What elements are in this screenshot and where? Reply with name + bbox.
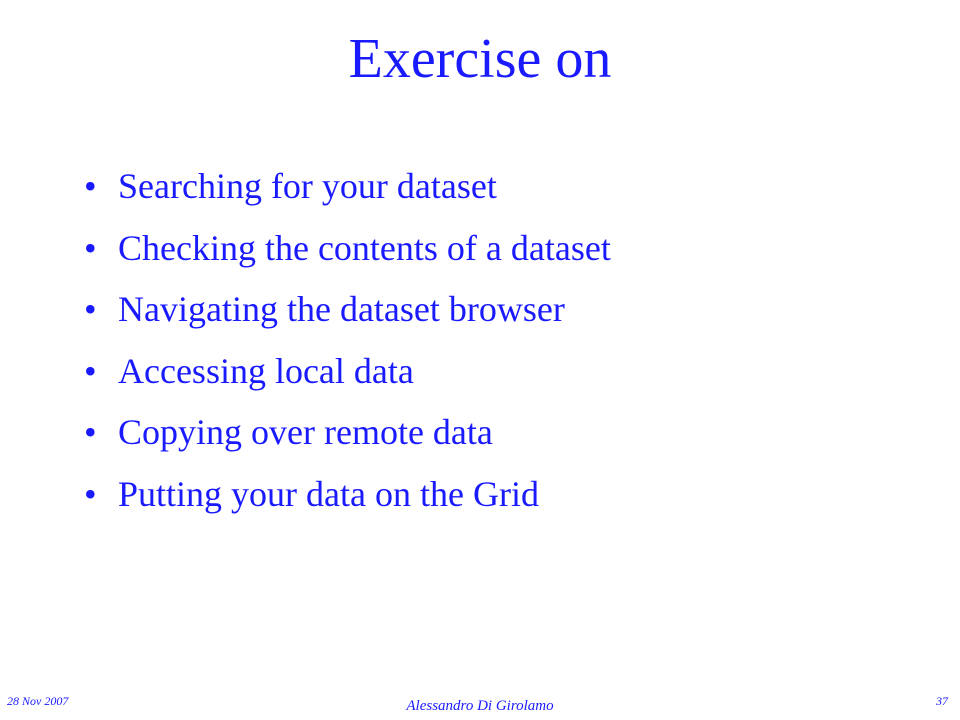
bullet-text: Putting your data on the Grid [118, 473, 539, 514]
bullet-icon: • [84, 166, 97, 206]
footer-author: Alessandro Di Girolamo [406, 698, 554, 714]
bullet-text: Accessing local data [118, 350, 414, 391]
bullet-icon: • [84, 350, 97, 391]
page-number: 37 [936, 694, 948, 708]
footer-date: 28 Nov 2007 [7, 694, 69, 708]
bullet-text: Copying over remote data [118, 412, 493, 452]
bullet-icon: • [84, 473, 97, 514]
bullet-text: Checking the contents of a dataset [118, 227, 611, 268]
bullet-icon: • [84, 289, 97, 329]
bullet-text: Navigating the dataset browser [118, 289, 565, 329]
bullet-icon: • [84, 227, 97, 268]
bullet-icon: • [84, 412, 97, 452]
bullet-text: Searching for your dataset [118, 166, 497, 206]
slide-title: Exercise on [348, 28, 612, 90]
